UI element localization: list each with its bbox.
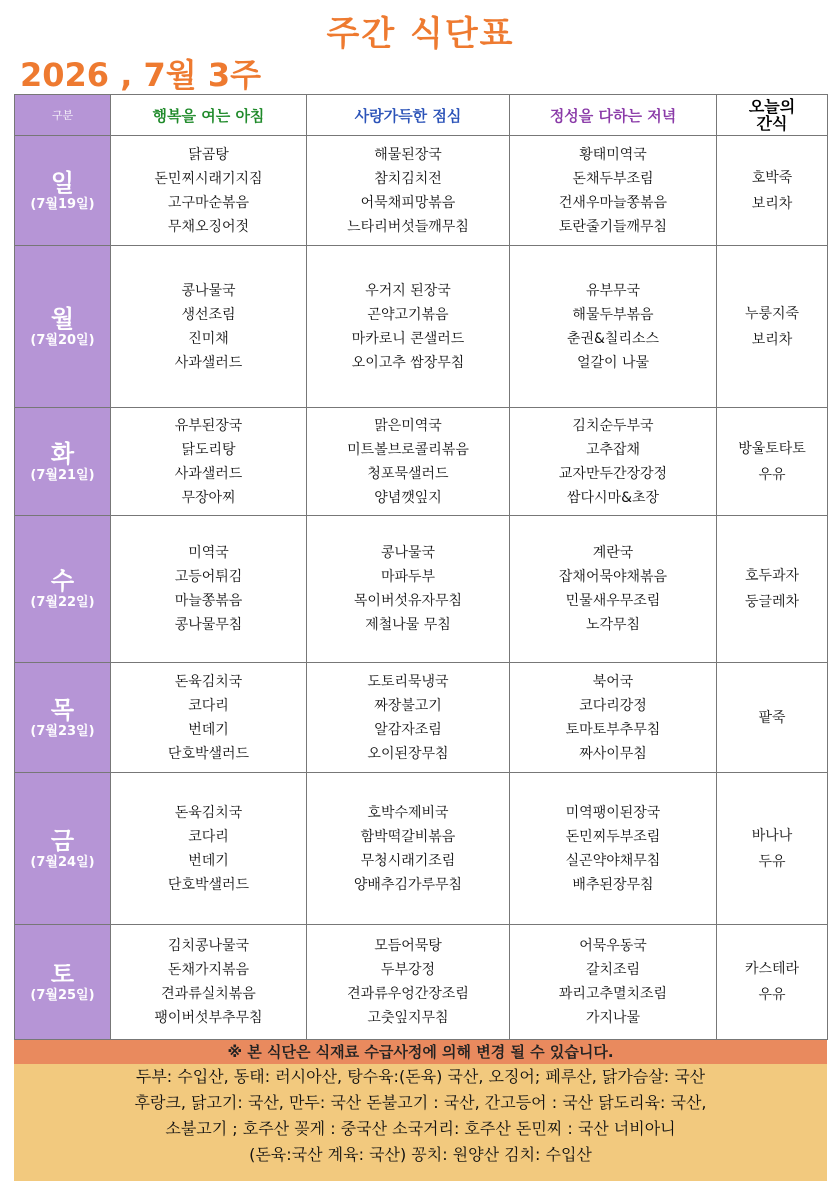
breakfast-list bbox=[111, 801, 306, 897]
notice-banner: ※ 본 식단은 식재료 수급사정에 의해 변경 될 수 있습니다. bbox=[14, 1040, 827, 1064]
menu-item: 견과류실치볶음 bbox=[161, 986, 256, 1002]
menu-item: 해물두부볶음 bbox=[572, 306, 654, 323]
menu-item: 고구마순볶음 bbox=[167, 194, 250, 211]
breakfast-cell bbox=[111, 925, 307, 1040]
weekly-menu-page bbox=[14, 0, 827, 1181]
snack-list bbox=[717, 956, 827, 1008]
menu-item: 북어국 bbox=[592, 673, 634, 690]
menu-item: 짜장불고기 bbox=[374, 697, 442, 714]
day-date: (7월23일) bbox=[30, 723, 95, 739]
day-name: 화 bbox=[50, 439, 75, 468]
menu-item: 코다리강정 bbox=[579, 697, 647, 714]
origin-info bbox=[14, 1064, 827, 1181]
menu-item: 고추잡채 bbox=[585, 441, 641, 458]
header-gubun: 구분 bbox=[15, 95, 111, 136]
menu-item: 돈육김치국 bbox=[174, 673, 243, 690]
menu-item: 알감자조림 bbox=[374, 721, 442, 738]
dinner-list bbox=[510, 801, 716, 897]
menu-item: 우유 bbox=[758, 466, 786, 483]
menu-item: 배추된장무침 bbox=[572, 876, 654, 893]
day-name: 금 bbox=[50, 826, 75, 855]
menu-table bbox=[14, 94, 828, 1040]
lunch-list bbox=[307, 801, 509, 897]
menu-item: 콩나물국 bbox=[181, 282, 236, 299]
breakfast-cell bbox=[111, 408, 307, 516]
lunch-cell bbox=[307, 136, 510, 246]
menu-item: 닭도리탕 bbox=[181, 441, 236, 458]
menu-item: 노각무침 bbox=[585, 617, 641, 633]
day-row bbox=[15, 136, 828, 246]
snack-list bbox=[717, 563, 827, 615]
menu-item: 돈민찌시래기지짐 bbox=[154, 170, 263, 187]
day-date: (7월19일) bbox=[30, 196, 95, 212]
menu-item: 청포묵샐러드 bbox=[367, 465, 449, 482]
snack-list bbox=[717, 165, 827, 217]
menu-item: 꽈리고추멸치조림 bbox=[558, 986, 668, 1002]
day-cell bbox=[15, 773, 111, 925]
menu-item: 미역팽이된장국 bbox=[565, 804, 661, 821]
day-date: (7월25일) bbox=[30, 988, 95, 1003]
menu-item: 곤약고기볶음 bbox=[367, 306, 449, 323]
lunch-cell bbox=[307, 408, 510, 516]
day-date: (7월24일) bbox=[30, 854, 95, 870]
origin-line: 두부: 수입산, 동태: 러시아산, 탕수육:(돈육) 국산, 오징어; 페루산, 닭가슴살: 국산 bbox=[135, 1067, 706, 1086]
menu-item: 카스테라 bbox=[744, 961, 800, 977]
day-row bbox=[15, 773, 828, 925]
day-name: 월 bbox=[50, 304, 75, 333]
menu-item: 갈치조림 bbox=[585, 962, 641, 978]
breakfast-list bbox=[111, 541, 306, 637]
snack-cell bbox=[717, 408, 828, 516]
day-name: 수 bbox=[50, 567, 75, 595]
day-cell bbox=[15, 246, 111, 408]
menu-item: 콩나물국 bbox=[380, 545, 436, 561]
origin-line: 후랑크, 닭고기: 국산, 만두: 국산 돈불고기 : 국산, 간고등어 : 국산 닭도리육: 국산, bbox=[134, 1093, 707, 1112]
menu-item: 도토리묵냉국 bbox=[367, 673, 449, 690]
lunch-list bbox=[307, 670, 509, 766]
day-cell bbox=[15, 925, 111, 1040]
header-snack-line2: 간식 bbox=[756, 114, 788, 133]
lunch-cell bbox=[307, 773, 510, 925]
dinner-list bbox=[510, 670, 716, 766]
day-name: 토 bbox=[50, 960, 75, 988]
menu-item: 무채오징어젓 bbox=[167, 218, 250, 235]
header-lunch: 사랑가득한 점심 bbox=[307, 95, 510, 136]
menu-item: 양념깻잎지 bbox=[374, 489, 442, 506]
menu-item: 김치순두부국 bbox=[572, 417, 654, 434]
menu-item: 마늘쫑볶음 bbox=[174, 593, 243, 609]
menu-item: 양배추김가루무침 bbox=[353, 876, 463, 893]
header-snack-line1: 오늘의 bbox=[748, 97, 796, 116]
breakfast-list bbox=[111, 143, 306, 239]
menu-item: 우거지 된장국 bbox=[365, 282, 451, 299]
page-title: 주간 식단표 bbox=[326, 14, 515, 54]
menu-item: 김치콩나물국 bbox=[167, 938, 250, 954]
menu-item: 보리차 bbox=[751, 331, 793, 348]
menu-item: 짜사이무침 bbox=[579, 745, 647, 762]
snack-list bbox=[717, 823, 827, 875]
menu-item: 두유 bbox=[758, 853, 786, 870]
header-breakfast: 행복을 여는 아침 bbox=[111, 95, 307, 136]
menu-item: 계란국 bbox=[592, 545, 634, 561]
menu-item: 민물새우무조림 bbox=[565, 593, 661, 609]
menu-item: 돈민찌두부조림 bbox=[565, 828, 661, 845]
menu-item: 호두과자 bbox=[744, 568, 800, 584]
menu-item: 가지나물 bbox=[585, 1010, 641, 1026]
lunch-cell bbox=[307, 925, 510, 1040]
day-date: (7월22일) bbox=[30, 595, 95, 610]
day-name: 일 bbox=[50, 168, 75, 197]
lunch-cell bbox=[307, 246, 510, 408]
breakfast-list bbox=[111, 670, 306, 766]
menu-item: 실곤약야채무침 bbox=[565, 852, 661, 869]
snack-list bbox=[717, 436, 827, 488]
menu-item: 토란줄기들깨무침 bbox=[558, 218, 668, 235]
menu-item: 오이고추 쌈장무침 bbox=[351, 354, 465, 371]
header-dinner: 정성을 다하는 저녁 bbox=[510, 95, 717, 136]
menu-item: 목이버섯유자무침 bbox=[353, 593, 463, 609]
dinner-cell bbox=[510, 136, 717, 246]
menu-item: 유부된장국 bbox=[174, 417, 243, 434]
menu-item: 코다리 bbox=[188, 697, 229, 714]
dinner-list bbox=[510, 279, 716, 375]
snack-cell bbox=[717, 246, 828, 408]
day-date: (7월21일) bbox=[30, 467, 95, 483]
day-row bbox=[15, 246, 828, 408]
menu-item: 사과샐러드 bbox=[174, 465, 243, 482]
lunch-list bbox=[307, 541, 509, 637]
menu-item: 참치김치전 bbox=[374, 170, 442, 187]
snack-cell bbox=[717, 663, 828, 773]
menu-item: 모듬어묵탕 bbox=[374, 938, 442, 954]
breakfast-cell bbox=[111, 136, 307, 246]
breakfast-list bbox=[111, 279, 306, 375]
menu-item: 어묵채피망볶음 bbox=[360, 194, 456, 211]
menu-item: 제철나물 무침 bbox=[365, 617, 451, 633]
menu-item: 단호박샐러드 bbox=[167, 876, 250, 893]
menu-item: 진미채 bbox=[188, 330, 229, 347]
menu-item: 쌈다시마&초장 bbox=[566, 489, 660, 506]
menu-item: 우유 bbox=[758, 987, 786, 1003]
dinner-cell bbox=[510, 408, 717, 516]
day-row bbox=[15, 663, 828, 773]
dinner-cell bbox=[510, 925, 717, 1040]
lunch-list bbox=[307, 279, 509, 375]
menu-item: 코다리 bbox=[188, 828, 229, 845]
breakfast-cell bbox=[111, 663, 307, 773]
day-row bbox=[15, 516, 828, 663]
menu-item: 호박수제비국 bbox=[367, 804, 449, 821]
dinner-cell bbox=[510, 773, 717, 925]
header-snack bbox=[717, 95, 828, 136]
snack-cell bbox=[717, 925, 828, 1040]
menu-item: 교자만두간장강정 bbox=[558, 465, 668, 482]
menu-item: 토마토부추무침 bbox=[565, 721, 661, 738]
menu-item: 춘권&칠리소스 bbox=[566, 330, 660, 347]
week-label: 2026 , 7월 3주 bbox=[20, 56, 261, 94]
menu-item: 얼갈이 나물 bbox=[576, 354, 650, 371]
menu-item: 팥죽 bbox=[758, 709, 786, 726]
menu-item: 미역국 bbox=[188, 545, 229, 561]
breakfast-cell bbox=[111, 246, 307, 408]
menu-item: 함박떡갈비볶음 bbox=[360, 828, 456, 845]
menu-item: 방울토타토 bbox=[738, 440, 806, 457]
snack-cell bbox=[717, 136, 828, 246]
menu-item: 돈육김치국 bbox=[174, 804, 243, 821]
menu-item: 잡채어묵야채볶음 bbox=[558, 569, 668, 585]
breakfast-list bbox=[111, 414, 306, 510]
menu-item: 황태미역국 bbox=[579, 146, 647, 163]
day-cell bbox=[15, 516, 111, 663]
lunch-list bbox=[307, 934, 509, 1030]
menu-item: 바나나 bbox=[751, 827, 793, 844]
menu-item: 무장아찌 bbox=[181, 489, 236, 506]
lunch-cell bbox=[307, 516, 510, 663]
header-row bbox=[15, 95, 828, 136]
menu-item: 미트볼브로콜리볶음 bbox=[347, 441, 469, 458]
dinner-list bbox=[510, 143, 716, 239]
origin-line: (돈육:국산 계육: 국산) 꽁치: 원양산 김치: 수입산 bbox=[249, 1145, 592, 1164]
lunch-cell bbox=[307, 663, 510, 773]
menu-item: 번데기 bbox=[188, 852, 229, 869]
menu-item: 돈채가지볶음 bbox=[167, 962, 250, 978]
menu-item: 생선조림 bbox=[181, 306, 236, 323]
dinner-list bbox=[510, 414, 716, 510]
lunch-list bbox=[307, 143, 509, 239]
dinner-list bbox=[510, 541, 716, 637]
menu-item: 둥글레차 bbox=[744, 594, 800, 610]
menu-item: 누룽지죽 bbox=[744, 305, 800, 322]
menu-item: 사과샐러드 bbox=[174, 354, 243, 371]
menu-item: 느타리버섯들깨무침 bbox=[347, 218, 469, 235]
menu-item: 마카로니 콘샐러드 bbox=[351, 330, 465, 347]
dinner-cell bbox=[510, 663, 717, 773]
day-cell bbox=[15, 408, 111, 516]
breakfast-cell bbox=[111, 516, 307, 663]
snack-cell bbox=[717, 773, 828, 925]
snack-list bbox=[717, 301, 827, 353]
menu-item: 콩나물무침 bbox=[174, 617, 243, 633]
menu-item: 어묵우동국 bbox=[579, 938, 647, 954]
breakfast-cell bbox=[111, 773, 307, 925]
snack-list bbox=[717, 705, 827, 731]
snack-cell bbox=[717, 516, 828, 663]
menu-item: 닭곰탕 bbox=[188, 146, 229, 163]
menu-item: 고춧잎지무침 bbox=[367, 1010, 449, 1026]
menu-item: 무청시래기조림 bbox=[360, 852, 456, 869]
menu-item: 고등어튀김 bbox=[174, 569, 243, 585]
menu-item: 보리차 bbox=[751, 195, 793, 212]
dinner-cell bbox=[510, 246, 717, 408]
breakfast-list bbox=[111, 934, 306, 1030]
day-name: 목 bbox=[50, 695, 75, 724]
menu-item: 번데기 bbox=[188, 721, 229, 738]
menu-item: 돈채두부조림 bbox=[572, 170, 654, 187]
menu-item: 건새우마늘쫑볶음 bbox=[558, 194, 668, 211]
menu-item: 견과류우엉간장조림 bbox=[347, 986, 469, 1002]
menu-item: 오이된장무침 bbox=[367, 745, 449, 762]
menu-item: 두부강정 bbox=[380, 962, 436, 978]
menu-item: 해물된장국 bbox=[374, 146, 442, 163]
menu-item: 맑은미역국 bbox=[374, 417, 442, 434]
day-date: (7월20일) bbox=[30, 332, 95, 348]
menu-item: 호박죽 bbox=[751, 169, 793, 186]
menu-item: 단호박샐러드 bbox=[167, 745, 250, 762]
day-cell bbox=[15, 136, 111, 246]
menu-item: 마파두부 bbox=[380, 569, 436, 585]
menu-item: 팽이버섯부추무침 bbox=[154, 1010, 263, 1026]
day-row bbox=[15, 408, 828, 516]
lunch-list bbox=[307, 414, 509, 510]
day-row bbox=[15, 925, 828, 1040]
day-cell bbox=[15, 663, 111, 773]
menu-item: 유부무국 bbox=[585, 282, 641, 299]
dinner-cell bbox=[510, 516, 717, 663]
origin-line: 소불고기 ; 호주산 꽂게 : 중국산 소국거리: 호주산 돈민찌 : 국산 너비아니 bbox=[165, 1119, 676, 1138]
dinner-list bbox=[510, 934, 716, 1030]
